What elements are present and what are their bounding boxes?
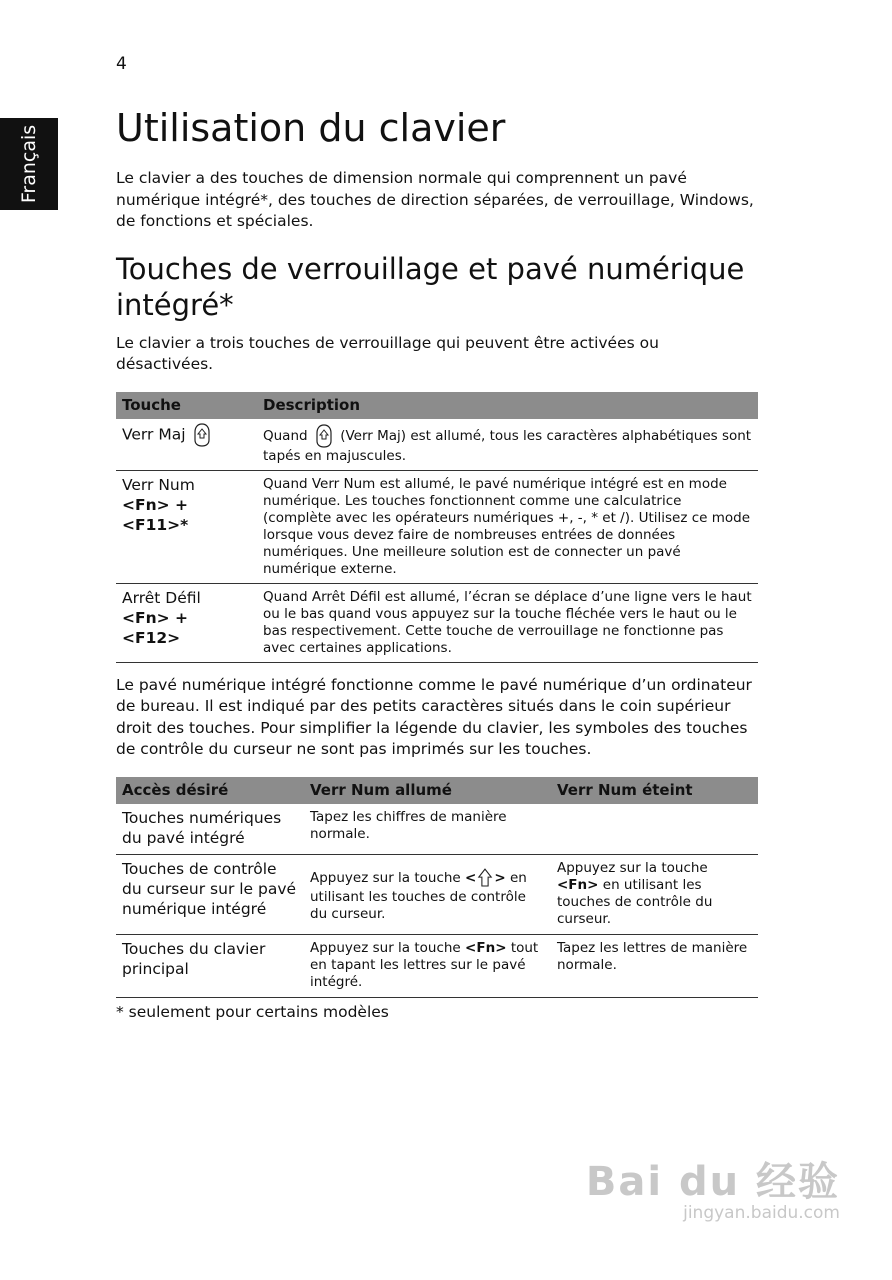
- num-on-cell: [304, 854, 551, 934]
- lock-table-header-row: [116, 392, 758, 419]
- table-row: [116, 854, 758, 934]
- access-cell: Touches du clavier principal: [116, 934, 304, 997]
- key-cell-caps-lock: [116, 419, 257, 471]
- description-cell-num-lock: Quand Verr Num est allumé, le pavé numérique intégré est en mode numérique. Les touches fonctionnent comme une calculatrice (complète avec les opérateurs numériques +, -, * et /). Utilisez ce mode lorsque vous devez faire de nombreuses entrées de données numériques. Une meilleure solution est de connecter un pavé numérique externe.: [257, 470, 758, 583]
- key-open-bracket: <: [465, 869, 477, 886]
- shift-arrow-icon: [477, 867, 493, 889]
- description-text: (Verr Maj) est allumé, tous les caractères alphabétiques sont tapés en majuscules.: [263, 427, 752, 464]
- lock-table-header-key: Touche: [116, 392, 257, 419]
- numpad-paragraph: Le pavé numérique intégré fonctionne comme le pavé numérique d’un ordinateur de bureau. Il est indiqué par des petits caractères situés dans le coin supérieur droit des touches. Pour simplifier la légende du clavier, les symboles des touches de contrôle du curseur ne sont pas imprimés sur les touches.: [116, 675, 752, 758]
- page-title: Utilisation du clavier: [116, 106, 506, 150]
- key-cell-num-lock: [116, 470, 257, 583]
- key-name: Verr Maj: [122, 425, 186, 443]
- key-combo: <Fn> + <F12>: [122, 608, 188, 647]
- page-number: 4: [116, 54, 127, 74]
- caps-lock-icon: [315, 424, 333, 448]
- lock-keys-table: [116, 392, 758, 663]
- description-cell-scroll-lock: Quand Arrêt Défil est allumé, l’écran se déplace d’une ligne vers le haut ou le bas quand vous appuyez sur la touche fléchée vers le haut ou le bas respectivement. Cette touche de verrouillage ne fonctionne pas avec certaines applications.: [257, 583, 758, 662]
- num-off-cell: [551, 854, 758, 934]
- num-on-suffix: tout en tapant les lettres sur le pavé intégré.: [310, 939, 539, 990]
- num-on-prefix: Appuyez sur la touche: [310, 869, 461, 886]
- intro-paragraph: Le clavier a des touches de dimension normale qui comprennent un pavé numérique intégré*, des touches de direction séparées, de verrouillage, Windows, de fonctions et spéciales.: [116, 169, 754, 230]
- language-side-tab: [0, 118, 58, 210]
- key-close-bracket: >: [494, 869, 506, 886]
- num-on-suffix: en utilisant les touches de contrôle du curseur.: [310, 869, 527, 922]
- num-on-prefix: Appuyez sur la touche: [310, 939, 461, 956]
- footnote: * seulement pour certains modèles: [116, 1002, 389, 1021]
- page-content: [116, 104, 758, 1023]
- key-name: Arrêt Défil: [122, 588, 201, 607]
- num-off-cell: [551, 804, 758, 855]
- access-cell: Touches de contrôle du curseur sur le pavé numérique intégré: [116, 854, 304, 934]
- table-row: [116, 583, 758, 662]
- table-row: [116, 419, 758, 471]
- num-on-cell: Tapez les chiffres de manière normale.: [304, 804, 551, 855]
- language-side-tab-label: Français: [18, 124, 40, 204]
- table-row: [116, 470, 758, 583]
- fn-key-label: <Fn>: [557, 876, 599, 893]
- key-cell-scroll-lock: [116, 583, 257, 662]
- description-prefix: Quand: [263, 427, 308, 444]
- lock-intro-paragraph: Le clavier a trois touches de verrouillage qui peuvent être activées ou désactivées.: [116, 333, 659, 373]
- fn-key-label: <Fn>: [465, 939, 507, 956]
- numpad-table-header-row: [116, 777, 758, 804]
- numpad-header-num-on: Verr Num allumé: [304, 777, 551, 804]
- key-name: Verr Num: [122, 475, 195, 494]
- num-off-cell: Tapez les lettres de manière normale.: [551, 934, 758, 997]
- num-on-cell: [304, 934, 551, 997]
- table-row: [116, 804, 758, 855]
- key-combo: <Fn> + <F11>*: [122, 495, 189, 534]
- num-off-suffix: en utilisant les touches de contrôle du curseur.: [557, 876, 713, 927]
- watermark-url: jingyan.baidu.com: [683, 1203, 840, 1223]
- numpad-header-access: Accès désiré: [116, 777, 304, 804]
- num-off-prefix: Appuyez sur la touche: [557, 859, 708, 876]
- section-heading: Touches de verrouillage et pavé numérique intégré*: [116, 251, 745, 322]
- numpad-table: [116, 777, 758, 998]
- access-cell: Touches numériques du pavé intégré: [116, 804, 304, 855]
- table-row: [116, 934, 758, 997]
- description-cell-caps-lock: [257, 419, 758, 471]
- watermark-main: Bai du 经验: [585, 1159, 840, 1205]
- numpad-header-num-off: Verr Num éteint: [551, 777, 758, 804]
- watermark-logo: [586, 1150, 840, 1223]
- lock-table-header-description: Description: [257, 392, 758, 419]
- caps-lock-icon: [193, 423, 211, 447]
